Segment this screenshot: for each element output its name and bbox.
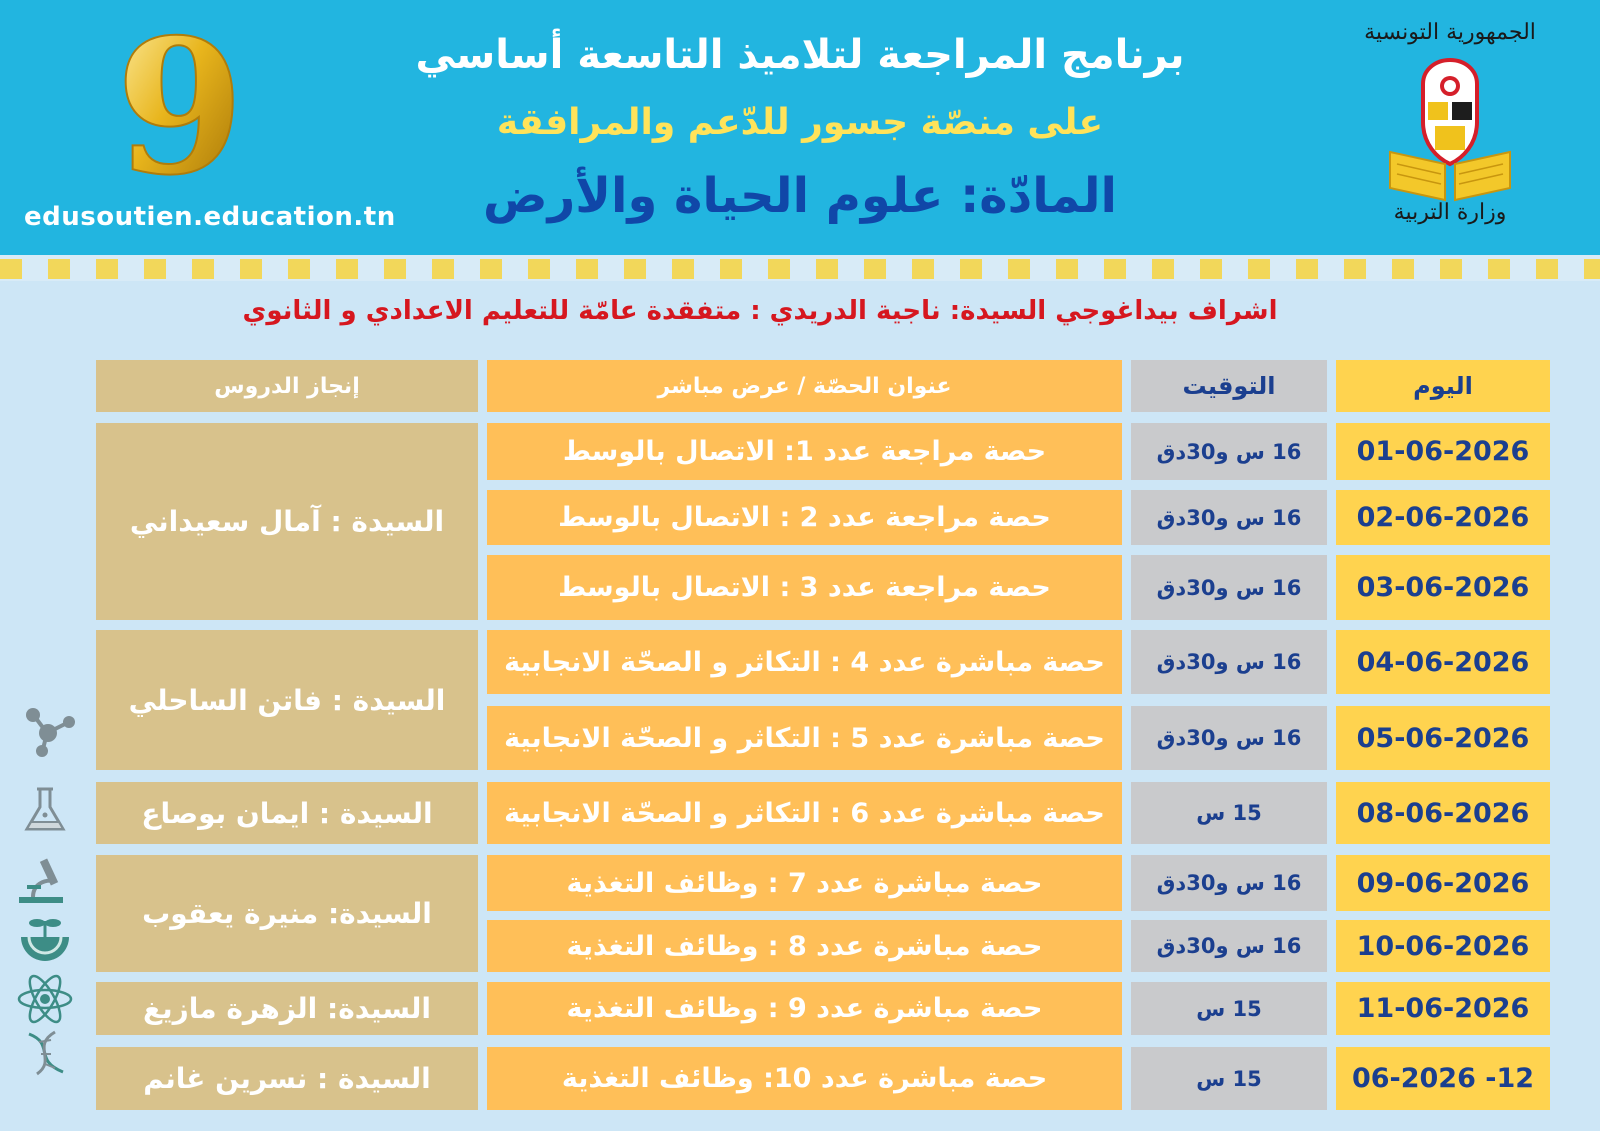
row-4-title: حصة مباشرة عدد 4 : التكاثر و الصحّة الانجابية [487, 630, 1122, 694]
row-2-time: 16 س و30دق [1131, 490, 1327, 545]
row-10-time: 15 س [1131, 1047, 1327, 1110]
decorative-stripe [0, 255, 1600, 281]
stripe-square [384, 259, 406, 279]
stripe-square [432, 259, 454, 279]
stripe-square [1344, 259, 1366, 279]
row-1-day: 01-06-2026 [1336, 423, 1550, 480]
row-1-time: 16 س و30دق [1131, 423, 1327, 480]
stripe-square [864, 259, 886, 279]
row-5-title: حصة مباشرة عدد 5 : التكاثر و الصحّة الانجابية [487, 706, 1122, 770]
stripe-square [0, 259, 22, 279]
microscope-icon [19, 859, 63, 903]
stripe-square [288, 259, 310, 279]
stripe-square [1488, 259, 1510, 279]
stripe-square [1008, 259, 1030, 279]
atom-icon [19, 972, 71, 1026]
row-6-title: حصة مباشرة عدد 6 : التكاثر و الصحّة الانجابية [487, 782, 1122, 844]
row-9-day: 11-06-2026 [1336, 982, 1550, 1035]
stripe-square [816, 259, 838, 279]
row-2-title: حصة مراجعة عدد 2 : الاتصال بالوسط [487, 490, 1122, 545]
teacher-cell-6: السيدة : نسرين غانم [96, 1047, 478, 1110]
tunisia-seal-icon [1385, 52, 1515, 202]
stripe-square [768, 259, 790, 279]
row-7-title: حصة مباشرة عدد 7 : وظائف التغذية [487, 855, 1122, 911]
teacher-cell-2: السيدة : فاتن الساحلي [96, 630, 478, 770]
row-3-title: حصة مراجعة عدد 3 : الاتصال بالوسط [487, 555, 1122, 620]
row-4-day: 04-06-2026 [1336, 630, 1550, 694]
row-2-day: 02-06-2026 [1336, 490, 1550, 545]
emblem-country-text: الجمهورية التونسية [1364, 20, 1536, 45]
row-7-time: 16 س و30دق [1131, 855, 1327, 911]
stripe-square [624, 259, 646, 279]
plant-globe-icon [21, 919, 69, 961]
row-1-title: حصة مراجعة عدد 1: الاتصال بالوسط [487, 423, 1122, 480]
row-8-title: حصة مباشرة عدد 8 : وظائف التغذية [487, 920, 1122, 972]
row-10-day: 12- 06-2026 [1336, 1047, 1550, 1110]
header-teacher: إنجاز الدروس [96, 360, 478, 412]
website-url[interactable]: edusoutien.education.tn [24, 202, 396, 232]
row-3-day: 03-06-2026 [1336, 555, 1550, 620]
row-10-title: حصة مباشرة عدد 10: وظائف التغذية [487, 1047, 1122, 1110]
page-subtitle: على منصّة جسور للدّعم والمرافقة [496, 102, 1104, 143]
header-time: التوقيت [1131, 360, 1327, 412]
stripe-square [960, 259, 982, 279]
science-icons-column [15, 705, 80, 1105]
page-title: برنامج المراجعة لتلاميذ التاسعة أساسي [415, 32, 1185, 78]
emblem-ministry-text: وزارة التربية [1393, 200, 1507, 225]
row-9-title: حصة مباشرة عدد 9 : وظائف التغذية [487, 982, 1122, 1035]
header-session-title: عنوان الحصّة / عرض مباشر [487, 360, 1122, 412]
row-6-day: 08-06-2026 [1336, 782, 1550, 844]
row-8-time: 16 س و30دق [1131, 920, 1327, 972]
row-3-time: 16 س و30دق [1131, 555, 1327, 620]
stripe-square [144, 259, 166, 279]
stripe-square [672, 259, 694, 279]
stripe-square [240, 259, 262, 279]
row-5-time: 16 س و30دق [1131, 706, 1327, 770]
stripe-square [96, 259, 118, 279]
logo-digit: 9 [115, 20, 245, 190]
header-day: اليوم [1336, 360, 1550, 412]
dna-icon [29, 1032, 63, 1074]
teacher-cell-3: السيدة : ايمان بوصاع [96, 782, 478, 844]
stripe-square [576, 259, 598, 279]
nine-logo-icon [105, 20, 255, 190]
stripe-square [1392, 259, 1414, 279]
teacher-cell-5: السيدة: الزهرة مازيغ [96, 982, 478, 1035]
stripe-square [1440, 259, 1462, 279]
supervisor-line: اشراف بيداغوجي السيدة: ناجية الدريدي : متفقدة عامّة للتعليم الاعدادي و الثانوي [242, 296, 1278, 326]
row-5-day: 05-06-2026 [1336, 706, 1550, 770]
row-8-day: 10-06-2026 [1336, 920, 1550, 972]
stripe-square [528, 259, 550, 279]
row-6-time: 15 س [1131, 782, 1327, 844]
stripe-square [1536, 259, 1558, 279]
stripe-square [1584, 259, 1600, 279]
stripe-square [720, 259, 742, 279]
stripe-square [480, 259, 502, 279]
stripe-square [48, 259, 70, 279]
stripe-square [1152, 259, 1174, 279]
stripe-square [1056, 259, 1078, 279]
row-9-time: 15 س [1131, 982, 1327, 1035]
stripe-square [1200, 259, 1222, 279]
stripe-square [1104, 259, 1126, 279]
stripe-square [912, 259, 934, 279]
stripe-square [1248, 259, 1270, 279]
row-7-day: 09-06-2026 [1336, 855, 1550, 911]
teacher-cell-4: السيدة: منيرة يعقوب [96, 855, 478, 972]
row-4-time: 16 س و30دق [1131, 630, 1327, 694]
stripe-square [336, 259, 358, 279]
molecule-icon [26, 708, 75, 757]
ministry-emblem [1360, 20, 1540, 250]
stripe-square [192, 259, 214, 279]
flask-icon [27, 789, 63, 829]
subject-title: المادّة: علوم الحياة والأرض [483, 168, 1117, 224]
teacher-cell-1: السيدة : آمال سعيداني [96, 423, 478, 620]
stripe-square [1296, 259, 1318, 279]
